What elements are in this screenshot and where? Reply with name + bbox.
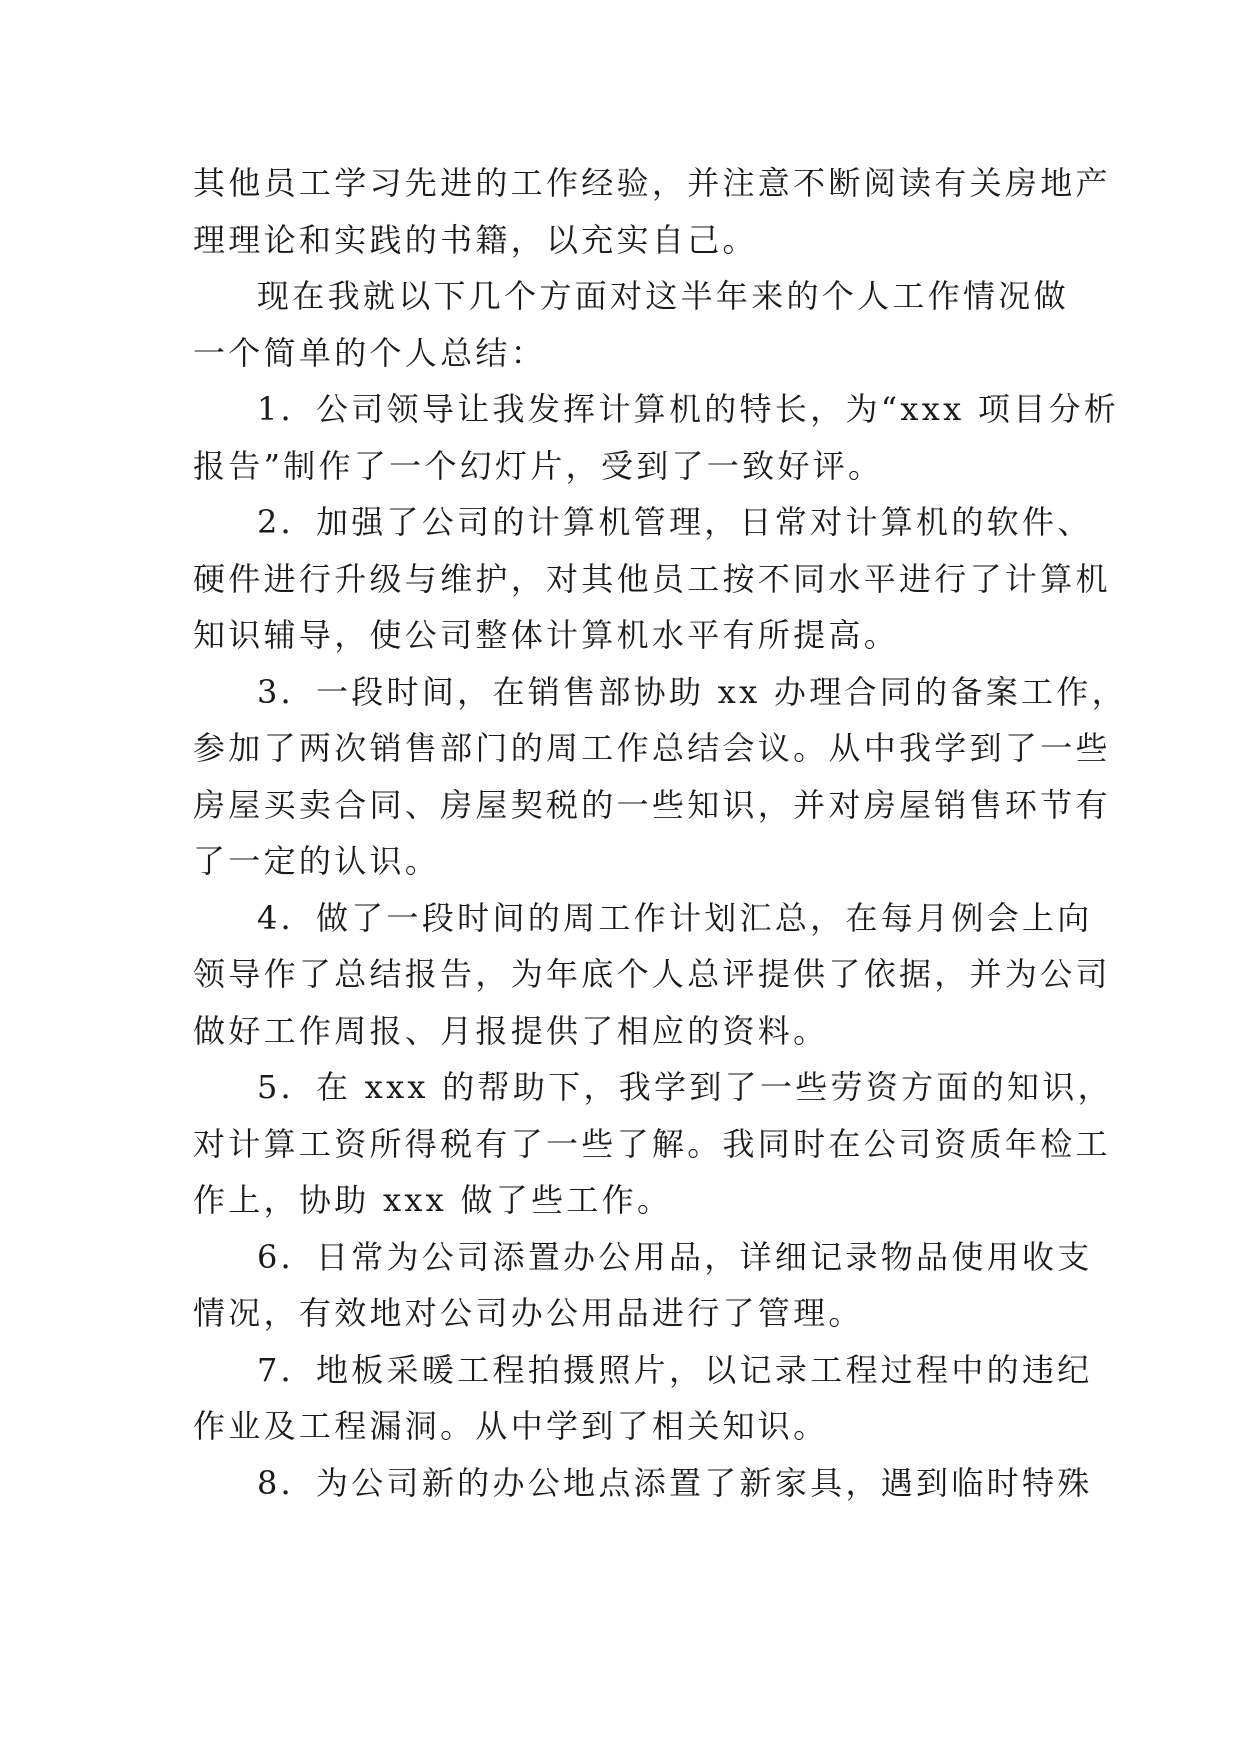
list-item-4: 4．做了一段时间的周工作计划汇总，在每月例会上向: [257, 898, 1093, 937]
text-line: 参加了两次销售部门的周工作总结会议。从中我学到了一些: [193, 729, 1111, 767]
list-item-3: 3．一段时间，在销售部协助 xx 办理合同的备案工作，: [257, 672, 1127, 711]
list-item-8: 8．为公司新的办公地点添置了新家具，遇到临时特殊: [257, 1463, 1093, 1502]
text-line: 情况，有效地对公司办公用品进行了管理。: [193, 1294, 864, 1332]
document-body: [193, 155, 1127, 1511]
text-line: 知识辅导，使公司整体计算机水平有所提高。: [193, 616, 900, 654]
list-item-6: 6．日常为公司添置办公用品，详细记录物品使用收支: [257, 1237, 1093, 1276]
text-line: 理理论和实践的书籍，以充实自己。: [193, 220, 758, 259]
list-item-2: 2．加强了公司的计算机管理，日常对计算机的软件、: [257, 503, 1093, 541]
text-line: 一个简单的个人总结：: [193, 333, 547, 372]
text-line: 做好工作周报、月报提供了相应的资料。: [193, 1011, 829, 1050]
text-line: 对计算工资所得税有了一些了解。我同时在公司资质年检工: [193, 1124, 1111, 1163]
text-line: 领导作了总结报告，为年底个人总评提供了依据，并为公司: [193, 955, 1111, 993]
text-line: 作业及工程漏洞。从中学到了相关知识。: [193, 1407, 829, 1445]
text-line: 了一定的认识。: [193, 842, 441, 880]
text-line: 房屋买卖合同、房屋契税的一些知识，并对房屋销售环节有: [193, 785, 1111, 824]
list-item-1: 1．公司领导让我发挥计算机的特长，为“xxx 项目分析: [257, 390, 1120, 428]
text-line: 其他员工学习先进的工作经验，并注意不断阅读有关房地产: [193, 164, 1111, 202]
text-line: 硬件进行升级与维护，对其他员工按不同水平进行了计算机: [193, 559, 1111, 598]
list-item-5: 5．在 xxx 的帮助下，我学到了一些劳资方面的知识，: [257, 1068, 1113, 1106]
paragraph-intro-line: 现在我就以下几个方面对这半年来的个人工作情况做: [257, 277, 1069, 315]
list-item-7: 7．地板采暖工程拍摄照片，以记录工程过程中的违纪: [257, 1350, 1093, 1389]
text-line: 报告”制作了一个幻灯片，受到了一致好评。: [193, 446, 884, 485]
text-line: 作上，协助 xxx 做了些工作。: [193, 1181, 673, 1219]
